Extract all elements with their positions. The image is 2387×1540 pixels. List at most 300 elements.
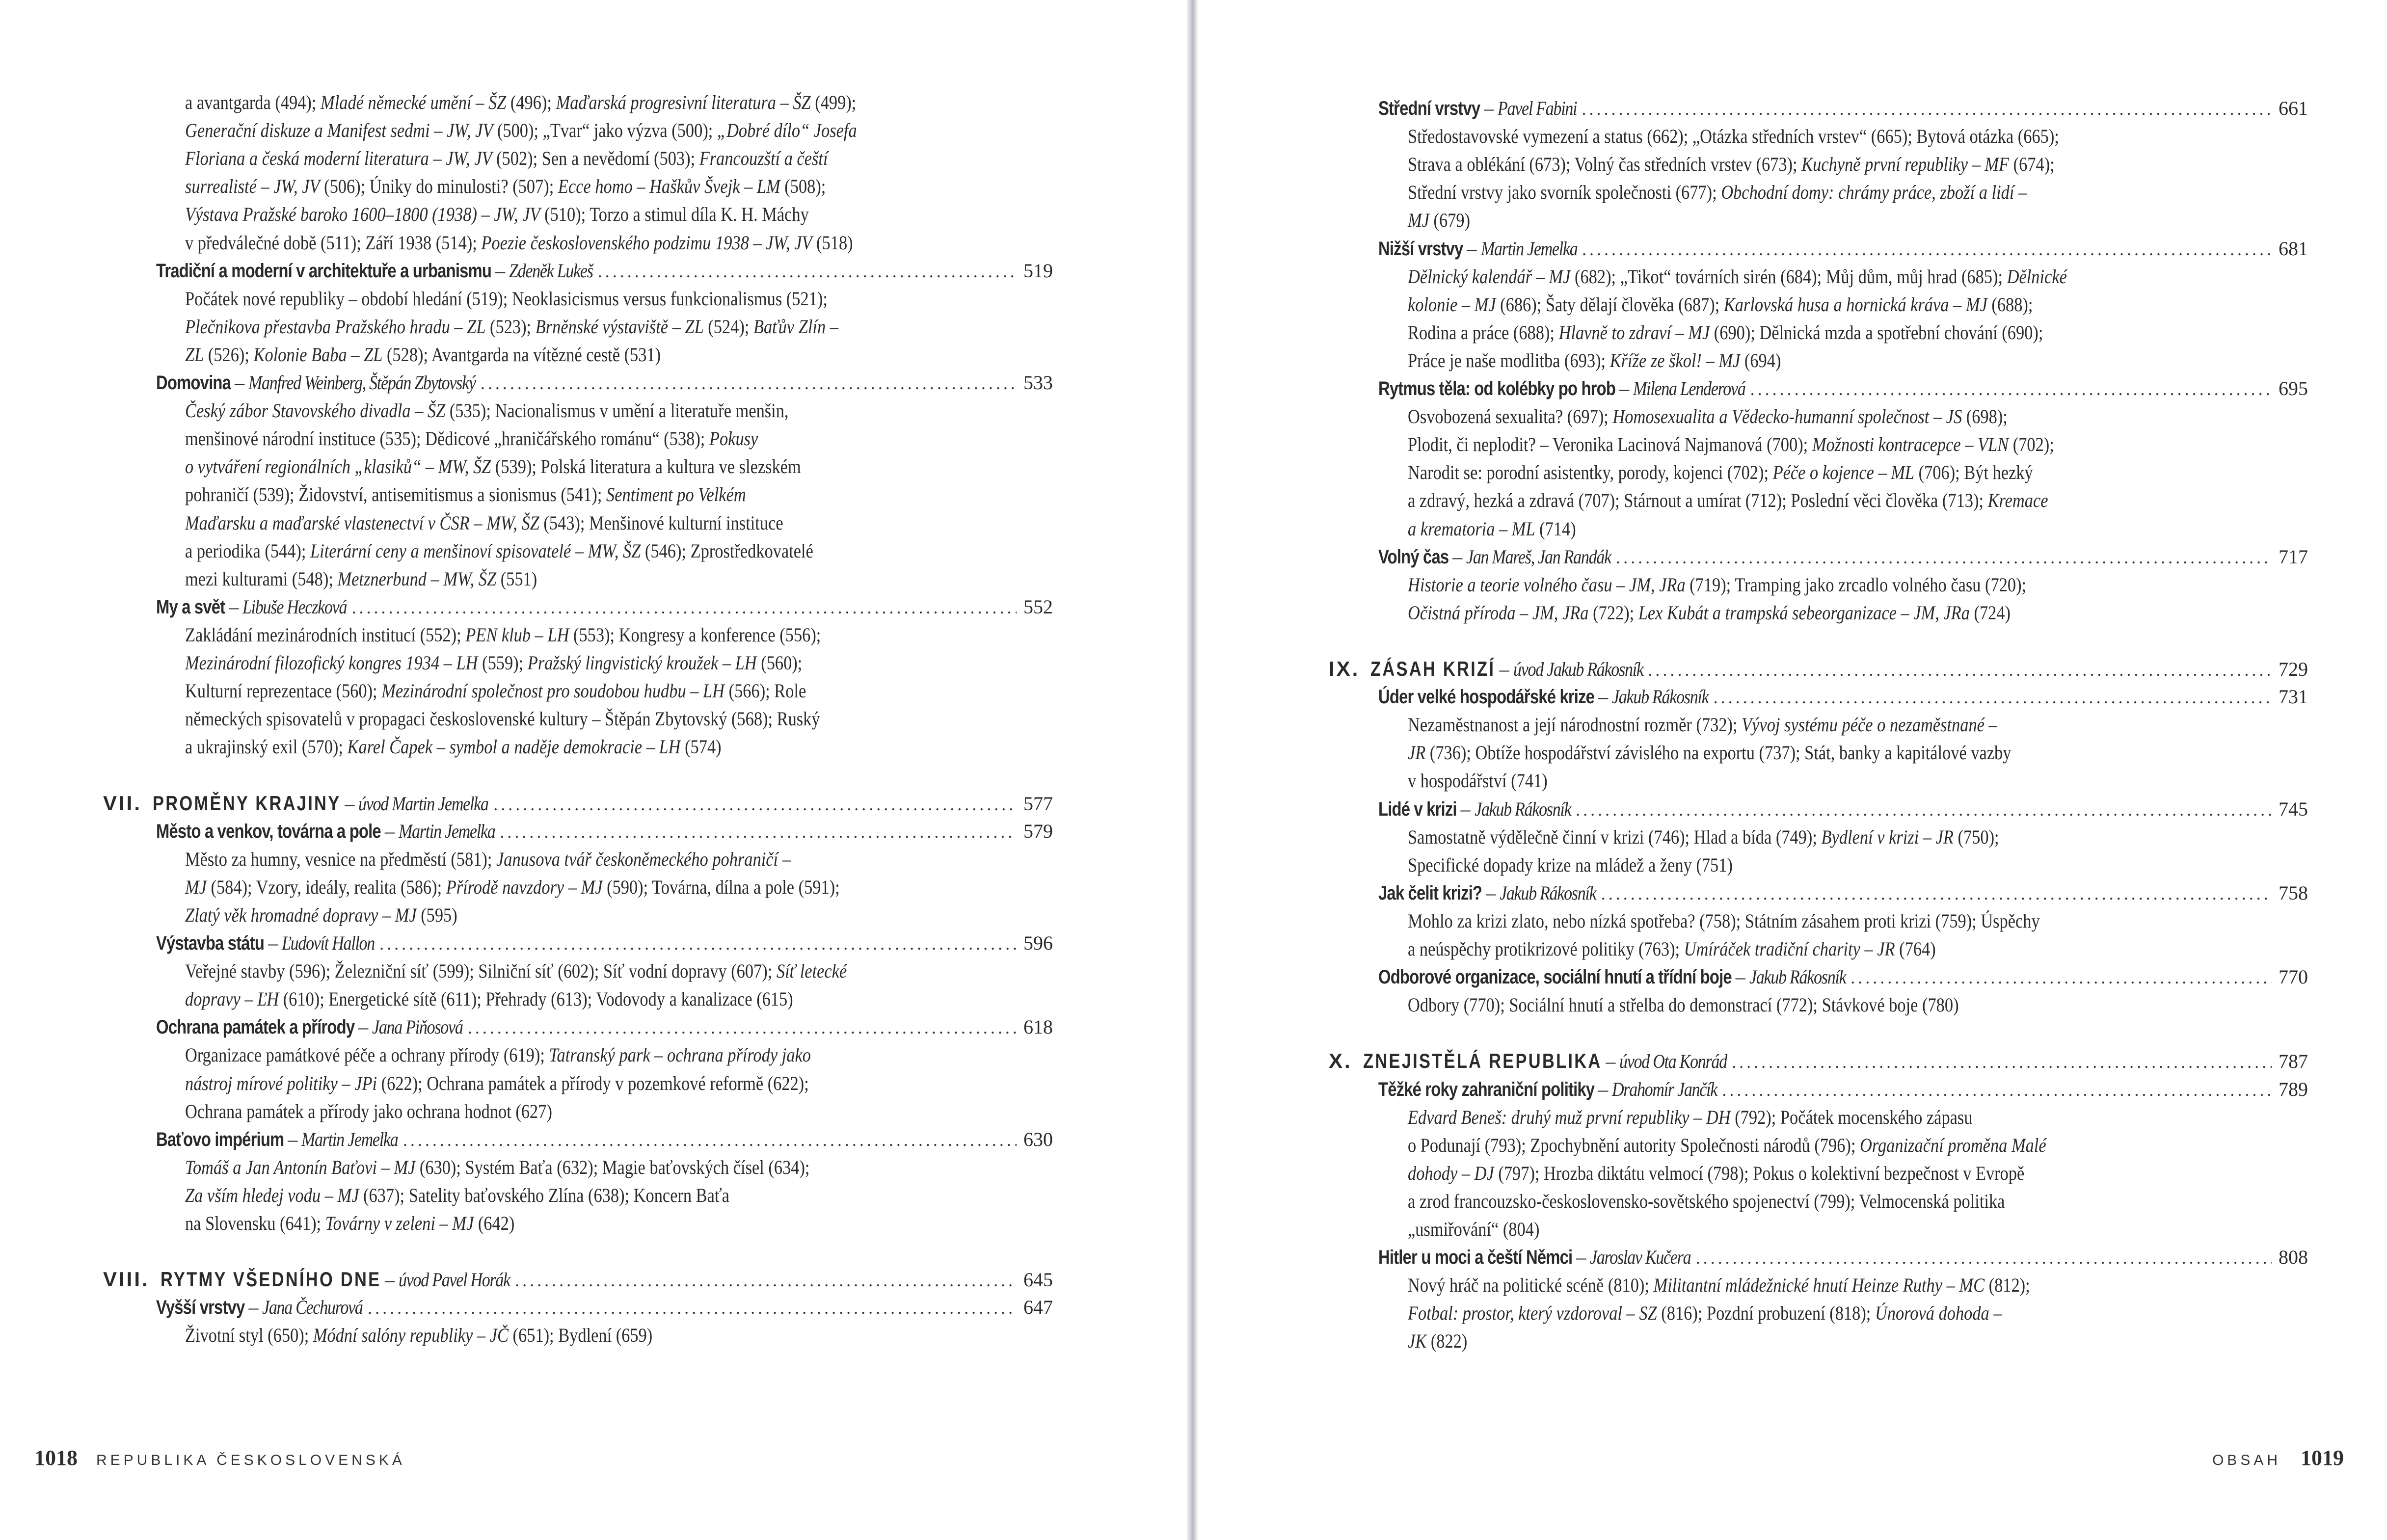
subtopic-text: (574) (680, 736, 722, 758)
page-reference[interactable]: 787 (2279, 1050, 2308, 1073)
right-page (1198, 0, 2387, 1540)
subtopic-italic: Výstava Pražské baroko 1600–1800 (1938) – JW, JV (185, 203, 540, 226)
subtopic-italic: Zlatý věk hromadné dopravy – MJ (185, 903, 417, 926)
subtopic-italic: Únorová dohoda – (1875, 1302, 2002, 1325)
part-intro-author: úvod Pavel Horák (399, 1269, 510, 1291)
part-number: X. (1329, 1049, 1352, 1073)
subtopic-italic: nástroj mírové politiky – JPi (185, 1072, 377, 1094)
toc-subtopics-line (185, 200, 809, 228)
en-dash-separator: – (1460, 797, 1471, 820)
part-number: VIII. (103, 1268, 150, 1291)
subtopic-italic: surrealisté – JW, JV (185, 175, 320, 198)
toc-subtopics-line (185, 649, 802, 677)
toc-subtopics-line (185, 285, 828, 313)
toc-subtopics-line (1408, 739, 2011, 767)
section-author: Drahomír Jančík (1612, 1078, 1717, 1100)
toc-subtopics-line (1408, 515, 1576, 543)
toc-subtopics-line (185, 341, 661, 369)
subtopic-italic: Homosexualita a Vědecko-humanní společnost – JS (1612, 405, 1962, 428)
subtopic-italic: Očistná příroda – JM, JRa (1408, 601, 1589, 624)
subtopic-italic: Síť letecké (776, 960, 847, 982)
toc-section-entry[interactable] (1378, 235, 2308, 263)
subtopic-text: Mohlo za krizi zlato, nebo nízká spotřeba? (758); Státním zásahem proti krizi (759); Úspěchy (1408, 909, 2040, 932)
section-author: Jana Piňosová (372, 1016, 463, 1038)
toc-section-entry[interactable] (156, 1293, 1053, 1321)
subtopic-italic: Metznerbund – MW, ŠZ (337, 567, 497, 590)
toc-subtopics-line (185, 88, 856, 116)
page-reference[interactable]: 731 (2279, 686, 2308, 708)
section-title: Hitler u moci a čeští Němci (1378, 1247, 1573, 1269)
subtopic-text: Práce je naše modlitba (693); (1408, 349, 1610, 372)
subtopic-italic: Poezie československého podzimu 1938 – JW, JV (481, 231, 812, 254)
part-title: ZÁSAH KRIZÍ (1370, 657, 1496, 680)
toc-subtopics-line (185, 1069, 809, 1097)
toc-subtopics-line (185, 1153, 809, 1181)
page-reference[interactable]: 770 (2279, 966, 2308, 988)
subtopic-text: (535); Nacionalismus v umění a literatuře menšin, (445, 399, 789, 422)
dot-leader (1696, 1244, 2272, 1272)
subtopic-italic: JK (1408, 1330, 1427, 1353)
part-title: RYTMY VŠEDNÍHO DNE (160, 1268, 381, 1291)
page-number-right: 1019 (2301, 1446, 2344, 1470)
dot-leader (500, 818, 1017, 846)
subtopic-text: pohraničí (539); Židovství, antisemitismus a sionismus (541); (185, 483, 607, 506)
subtopic-text: Středostavovské vymezení a status (662); „Otázka středních vrstev“ (665); Bytová otázka (665); (1408, 125, 2059, 148)
subtopic-text: (584); Vzory, ideály, realita (586); (206, 876, 446, 898)
en-dash-separator: – (1619, 377, 1630, 399)
subtopic-text: a ukrajinský exil (570); (185, 736, 348, 758)
toc-subtopics-line (1408, 430, 2054, 458)
subtopic-italic: dohody – DJ (1408, 1162, 1494, 1184)
dot-leader (1576, 796, 2272, 824)
section-title: Úder velké hospodářské krize (1378, 686, 1595, 708)
part-intro-author: úvod Martin Jemelka (358, 792, 489, 815)
section-author: Martin Jemelka (1480, 237, 1578, 260)
toc-subtopics-line (1408, 571, 2026, 599)
toc-section-entry[interactable] (1378, 683, 2308, 711)
dot-leader (1601, 880, 2272, 908)
subtopic-italic: Hlavně to zdraví – MJ (1558, 321, 1710, 344)
toc-subtopics-line (185, 1097, 552, 1125)
toc-subtopics-line (185, 229, 853, 257)
toc-subtopics-line (1408, 458, 2033, 486)
subtopic-text: mezi kulturami (548); (185, 567, 338, 590)
subtopic-text: a zdravý, hezká a zdravá (707); Stárnout a umírat (712); Poslední věci člověka (713); (1408, 489, 1988, 512)
subtopic-text: a zrod francouzsko-československo-sovětského spojenectví (799); Velmocenská politika (1408, 1190, 2005, 1212)
section-author: Manfred Weinberg, Štěpán Zbytovský (248, 372, 476, 394)
subtopic-italic: Dělnický kalendář – MJ (1408, 265, 1571, 288)
subtopic-italic: Baťův Zlín – (753, 315, 839, 338)
part-number: IX. (1329, 657, 1360, 680)
subtopic-italic: Plečnikova přestavba Pražského hradu – ZL (185, 315, 486, 338)
subtopic-text: (553); Kongresy a konference (556); (569, 623, 821, 646)
subtopic-text: Plodit, či neplodit? – Veronika Lacinová Najmanová (700); (1408, 433, 1812, 456)
subtopic-italic: „Dobré dílo“ Josefa (717, 119, 857, 142)
subtopic-italic: Pokusy (709, 427, 758, 450)
page-reference[interactable]: 533 (1023, 372, 1053, 394)
dot-leader (352, 594, 1017, 622)
subtopic-text: v předválečné době (511); Září 1938 (514); (185, 231, 482, 254)
subtopic-italic: Možnosti kontracepce – VLN (1812, 433, 2009, 456)
subtopic-italic: MJ (185, 876, 207, 898)
page-reference[interactable]: 630 (1023, 1128, 1053, 1150)
subtopic-text: (510); Torzo a stimul díla K. H. Máchy (540, 203, 809, 226)
toc-subtopics-line (185, 116, 857, 144)
toc-section-entry[interactable] (156, 369, 1053, 397)
subtopic-italic: Umíráček tradiční charity – JR (1684, 938, 1895, 960)
toc-section-entry[interactable] (1378, 963, 2308, 991)
toc-subtopics-line (185, 705, 820, 733)
section-title: Jak čelit krizi? (1378, 882, 1482, 904)
toc-subtopics-line (1408, 346, 1781, 374)
subtopic-text: Město za humny, vesnice na předměstí (581); (185, 848, 497, 870)
en-dash-separator: – (1576, 1246, 1586, 1269)
section-author: Ľudovít Hallon (282, 932, 375, 954)
page-reference[interactable]: 519 (1023, 259, 1053, 282)
subtopic-text: Zakládání mezinárodních institucí (552); (185, 623, 466, 646)
toc-subtopics-line (1408, 1159, 2024, 1187)
en-dash-separator: – (268, 932, 278, 954)
section-title: Výstavba státu (156, 932, 265, 954)
subtopic-text: (595) (416, 903, 457, 926)
toc-subtopics-line (1408, 1271, 2030, 1299)
dot-leader (1582, 95, 2272, 123)
dot-leader (1851, 964, 2272, 992)
subtopic-text: (682); „Tikot“ továrních sirén (684); Můj dům, můj hrad (685); (1570, 265, 2007, 288)
book-gutter (1187, 0, 1198, 1540)
subtopic-italic: PEN klub – LH (465, 623, 569, 646)
subtopic-text: Specifické dopady krize na mládež a ženy (751) (1408, 853, 1733, 876)
subtopic-italic: Módní salóny republiky – JČ (313, 1324, 509, 1347)
subtopic-text: v hospodářství (741) (1408, 770, 1548, 792)
toc-subtopics-line (185, 480, 746, 508)
page-number-left: 1018 (34, 1446, 78, 1470)
toc-subtopics-line (185, 1041, 811, 1069)
toc-section-entry[interactable] (1378, 1075, 2308, 1103)
subtopic-text: (499); (810, 91, 857, 113)
subtopic-text: Strava a oblékání (673); Volný čas středních vrstev (673); (1408, 153, 1802, 176)
left-page (0, 0, 1188, 1540)
subtopic-text: (630); Systém Baťa (632); Magie baťovských čísel (634); (415, 1156, 810, 1178)
toc-section-entry[interactable] (1378, 795, 2308, 823)
running-head-left: REPUBLIKA ČESKOSLOVENSKÁ (96, 1452, 405, 1468)
toc-part-entry[interactable] (1329, 655, 2308, 683)
page-reference[interactable]: 758 (2279, 881, 2308, 904)
toc-subtopics-line (185, 957, 847, 985)
en-dash-separator: – (1606, 1050, 1616, 1073)
page-reference[interactable]: 577 (1023, 792, 1053, 815)
toc-subtopics-line (1408, 1327, 1467, 1355)
toc-section-entry[interactable] (1378, 374, 2308, 402)
section-author: Jan Mareš, Jan Randák (1466, 545, 1611, 568)
en-dash-separator: – (288, 1128, 298, 1150)
toc-section-entry[interactable] (1378, 879, 2308, 907)
subtopic-text: Ochrana památek a přírody jako ochrana hodnot (627) (185, 1100, 552, 1122)
page-reference[interactable]: 745 (2279, 797, 2308, 820)
section-author: Martin Jemelka (301, 1128, 398, 1150)
subtopic-text: (551) (496, 567, 537, 590)
dot-leader (379, 930, 1017, 958)
subtopic-text: (797); Hrozba diktátu velmocí (798); Pokus o kolektivní bezpečnost v Evropě (1494, 1162, 2025, 1184)
toc-subtopics-line (1408, 851, 1733, 879)
section-author: Jakub Rákosník (1500, 881, 1596, 904)
page-reference[interactable]: 579 (1023, 820, 1053, 842)
left-footer (34, 1445, 405, 1470)
subtopic-italic: a krematoria – ML (1408, 517, 1535, 540)
section-title: Rytmus těla: od kolébky po hrob (1378, 378, 1616, 399)
subtopic-text: Veřejné stavby (596); Železniční síť (599); Silniční síť (602); Síť vodní dopravy (607); (185, 960, 777, 982)
toc-subtopics-line (185, 1181, 729, 1209)
subtopic-italic: o vytváření regionálních „klasiků“ – MW, ŠZ (185, 455, 491, 478)
subtopic-text: německých spisovatelů v propagaci československé kultury – Štěpán Zbytovský (568); Ruský (185, 708, 820, 730)
toc-subtopics-line (185, 733, 722, 761)
subtopic-text: Počátek nové republiky – období hledání (519); Neoklasicismus versus funkcionalismus (521); (185, 287, 828, 310)
toc-subtopics-line (1408, 206, 1470, 234)
toc-subtopics-line (185, 397, 789, 425)
toc-subtopics-line (1408, 1103, 1973, 1131)
dot-leader (1722, 1076, 2272, 1104)
dot-leader (515, 1267, 1017, 1295)
subtopic-italic: Bydlení v krizi – JR (1821, 825, 1954, 848)
subtopic-italic: Kuchyně první republiky – MF (1801, 153, 2010, 176)
page-reference[interactable]: 808 (2279, 1246, 2308, 1269)
en-dash-separator: – (358, 1016, 369, 1038)
section-title: Vyšší vrstvy (156, 1297, 245, 1319)
page-reference[interactable]: 645 (1023, 1269, 1053, 1291)
section-author: Jakub Rákosník (1612, 686, 1709, 708)
toc-subtopics-line (1408, 150, 2055, 178)
toc-subtopics-line (185, 452, 801, 480)
subtopic-italic: Mladé německé umění – ŠZ (321, 91, 507, 113)
en-dash-separator: – (1484, 97, 1494, 119)
section-title: Tradiční a moderní v architektuře a urbanismu (156, 260, 492, 282)
subtopic-text: (590); Továrna, dílna a pole (591); (602, 876, 840, 898)
part-intro-author: úvod Ota Konrád (1619, 1050, 1727, 1073)
toc-subtopics-line (1408, 486, 2048, 514)
subtopic-text: (526); (204, 343, 254, 366)
subtopic-text: (722); (1588, 601, 1638, 624)
subtopic-italic: Přírodě navzdory – MJ (446, 876, 603, 898)
en-dash-separator: – (1499, 658, 1509, 680)
subtopic-italic: Francouzští a čeští (699, 147, 828, 170)
subtopic-text: (674); (2009, 153, 2055, 176)
page-reference[interactable]: 729 (2279, 658, 2308, 680)
toc-subtopics-line (1408, 1215, 1539, 1243)
subtopic-italic: Brněnské výstaviště – ZL (535, 315, 704, 338)
section-author: Zdeněk Lukeš (509, 259, 593, 282)
page-reference[interactable]: 596 (1023, 932, 1053, 954)
subtopic-text: (543); Menšinové kulturní instituce (539, 511, 783, 534)
toc-subtopics-line (185, 425, 758, 452)
subtopic-text: a avantgarda (494); (185, 91, 321, 113)
toc-section-entry[interactable] (156, 1125, 1053, 1153)
subtopic-text: (506); Úniky do minulosti? (507); (320, 175, 558, 198)
en-dash-separator: – (248, 1296, 259, 1319)
page-reference[interactable]: 647 (1023, 1296, 1053, 1319)
dot-leader (598, 258, 1017, 286)
subtopic-text: (642) (474, 1212, 515, 1234)
toc-subtopics-line (1408, 991, 1959, 1019)
subtopic-text: Samostatně výdělečně činní v krizi (746); Hlad a bída (749); (1408, 825, 1822, 848)
subtopic-text: (524); (703, 315, 753, 338)
subtopic-text: (690); Dělnická mzda a spotřební chování (690); (1710, 321, 2043, 344)
section-title: Město a venkov, továrna a pole (156, 820, 381, 842)
subtopic-italic: ZL (185, 343, 204, 366)
part-number: VII. (103, 791, 142, 815)
toc-section-entry[interactable] (1378, 543, 2308, 571)
page-reference[interactable]: 789 (2279, 1078, 2308, 1100)
subtopic-italic: Kříže ze škol! – MJ (1609, 349, 1741, 372)
dot-leader (1714, 684, 2272, 712)
section-title: Střední vrstvy (1378, 98, 1480, 119)
section-title: Baťovo impérium (156, 1128, 284, 1150)
subtopic-text: (736); Obtíže hospodářství závislého na exportu (737); Stát, banky a kapitálové vazby (1425, 742, 2012, 764)
page-reference[interactable]: 552 (1023, 595, 1053, 618)
section-author: Jakub Rákosník (1474, 797, 1571, 820)
subtopic-text: (679) (1429, 209, 1471, 232)
section-author: Jaroslav Kučera (1590, 1246, 1691, 1269)
subtopic-italic: Generační diskuze a Manifest sedmi – JW, JV (185, 119, 493, 142)
subtopic-italic: Organizační proměna Malé (1860, 1134, 2046, 1156)
subtopic-italic: Tomáš a Jan Antonín Baťovi – MJ (185, 1156, 416, 1178)
dot-leader (493, 791, 1017, 819)
subtopic-text: (546); Zprostředkovatelé (641, 539, 813, 562)
subtopic-text: (698); (1962, 405, 2008, 428)
subtopic-text: Narodit se: porodní asistentky, porody, kojenci (702); (1408, 461, 1773, 484)
dot-leader (481, 370, 1017, 398)
subtopic-text: (688); (1987, 293, 2033, 316)
toc-subtopics-line (185, 901, 457, 929)
subtopic-italic: Lex Kubát a trampská sebeorganizace – JM, JRa (1638, 601, 1970, 624)
subtopic-italic: Tatranský park – ochrana přírody jako (549, 1044, 811, 1066)
subtopic-italic: dopravy – ĽH (185, 988, 279, 1010)
subtopic-text: Nový hráč na politické scéně (810); (1408, 1274, 1654, 1297)
en-dash-separator: – (345, 792, 355, 815)
subtopic-text: (719); Tramping jako zrcadlo volného času (720); (1685, 573, 2027, 596)
subtopic-italic: Janusova tvář českoněmeckého pohraničí – (496, 848, 791, 870)
subtopic-italic: Továrny v zeleni – MJ (325, 1212, 474, 1234)
subtopic-italic: Pražský lingvistický kroužek – LH (527, 652, 757, 674)
section-author: Jana Čechurová (262, 1296, 363, 1319)
page-reference[interactable]: 661 (2279, 97, 2308, 119)
section-title: Odborové organizace, sociální hnutí a třídní boje (1378, 966, 1732, 988)
en-dash-separator: – (1735, 966, 1745, 988)
toc-part-entry[interactable] (103, 1265, 1053, 1293)
subtopic-italic: Militantní mládežnické hnutí Heinze Ruthy – MC (1653, 1274, 1985, 1297)
toc-section-entry[interactable] (156, 1013, 1053, 1041)
subtopic-text: (812); (1985, 1274, 2030, 1297)
subtopic-italic: Literární ceny a menšinoví spisovatelé – MW, ŠZ (310, 539, 641, 562)
subtopic-text: Osvobozená sexualita? (697); (1408, 405, 1613, 428)
section-title: Volný čas (1378, 546, 1449, 568)
page-reference[interactable]: 618 (1023, 1016, 1053, 1038)
subtopic-italic: Obchodní domy: chrámy práce, zboží a lidí – (1721, 181, 2027, 204)
section-title: Lidé v krizi (1378, 798, 1457, 820)
subtopic-italic: Edvard Beneš: druhý muž první republiky – DH (1408, 1106, 1731, 1128)
toc-section-entry[interactable] (1378, 94, 2308, 122)
subtopic-text: (706); Být hezký (1914, 461, 2033, 484)
subtopic-text: Rodina a práce (688); (1408, 321, 1559, 344)
toc-section-entry[interactable] (1378, 1243, 2308, 1271)
section-title: Ochrana památek a přírody (156, 1016, 355, 1038)
toc-subtopics-line (1408, 1187, 2005, 1215)
en-dash-separator: – (229, 595, 239, 618)
page-reference[interactable]: 717 (2279, 545, 2308, 568)
subtopic-italic: Kremace (1987, 489, 2048, 512)
toc-section-entry[interactable] (156, 593, 1053, 621)
section-author: Pavel Fabini (1498, 97, 1577, 119)
subtopic-text: (622); Ochrana památek a přírody v pozemkové reformě (622); (377, 1072, 809, 1094)
subtopic-text: (724) (1969, 601, 2011, 624)
toc-subtopics-line (1408, 599, 2011, 627)
subtopic-text: (822) (1426, 1330, 1468, 1353)
section-title: Domovina (156, 372, 231, 394)
page-reference[interactable]: 681 (2279, 237, 2308, 260)
section-author: Milena Lenderová (1633, 377, 1745, 399)
en-dash-separator: – (1486, 881, 1496, 904)
subtopic-italic: Sentiment po Velkém (606, 483, 746, 506)
subtopic-text: (518) (812, 231, 853, 254)
subtopic-text: (528); Avantgarda na vítězné cestě (531) (382, 343, 661, 366)
toc-part-entry[interactable] (103, 789, 1053, 817)
toc-subtopics-line (185, 313, 838, 341)
subtopic-text: (500); „Tvar“ jako výzva (500); (493, 119, 717, 142)
toc-subtopics-line (185, 677, 806, 705)
subtopic-text: (560); (756, 652, 803, 674)
toc-subtopics-line (1408, 1131, 2046, 1159)
toc-section-entry[interactable] (156, 929, 1053, 957)
en-dash-separator: – (1467, 237, 1477, 260)
toc-part-entry[interactable] (1329, 1047, 2308, 1075)
subtopic-text: (508); (780, 175, 826, 198)
subtopic-text: na Slovensku (641); (185, 1212, 325, 1234)
toc-subtopics-line (1408, 402, 2008, 430)
toc-subtopics-line (185, 845, 791, 873)
toc-subtopics-line (185, 985, 793, 1013)
subtopic-italic: Fotbal: prostor, který vzdoroval – SZ (1408, 1302, 1657, 1325)
subtopic-text: Organizace památkové péče a ochrany přírody (619); (185, 1044, 549, 1066)
subtopic-text: (566); Role (724, 680, 806, 702)
subtopic-text: (559); (478, 652, 528, 674)
part-title: ZNEJISTĚLÁ REPUBLIKA (1363, 1049, 1602, 1073)
subtopic-text: (637); Satelity baťovského Zlína (638); Koncern Baťa (359, 1184, 729, 1206)
toc-subtopics-line (1408, 711, 1997, 739)
subtopic-italic: Kolonie Baba – ZL (253, 343, 383, 366)
toc-subtopics-line (185, 144, 828, 172)
subtopic-text: (502); Sen a nevědomí (503); (492, 147, 699, 170)
subtopic-italic: Mezinárodní filozofický kongres 1934 – LH (185, 652, 478, 674)
subtopic-italic: MJ (1408, 209, 1429, 232)
section-title: Nižší vrstvy (1378, 238, 1463, 260)
en-dash-separator: – (1598, 1078, 1609, 1100)
page-reference[interactable]: 695 (2279, 377, 2308, 399)
subtopic-text: (792); Počátek mocenského zápasu (1730, 1106, 1973, 1128)
toc-subtopics-line (1408, 823, 1999, 851)
subtopic-text: menšinové národní instituce (535); Dědicové „hraničářského románu“ (538); (185, 427, 709, 450)
dot-leader (1616, 544, 2272, 572)
toc-subtopics-line (1408, 935, 1936, 963)
toc-section-entry[interactable] (156, 817, 1053, 845)
toc-subtopics-line (1408, 178, 2027, 206)
toc-section-entry[interactable] (156, 257, 1053, 285)
subtopic-italic: Mezinárodní společnost pro soudobou hudbu – LH (381, 680, 725, 702)
dot-leader (1582, 236, 2272, 264)
toc-subtopics-line (1408, 907, 2040, 935)
subtopic-italic: Péče o kojence – ML (1772, 461, 1915, 484)
section-author: Libuše Heczková (242, 595, 347, 618)
toc-subtopics-line (1408, 319, 2043, 346)
toc-subtopics-line (185, 509, 783, 537)
